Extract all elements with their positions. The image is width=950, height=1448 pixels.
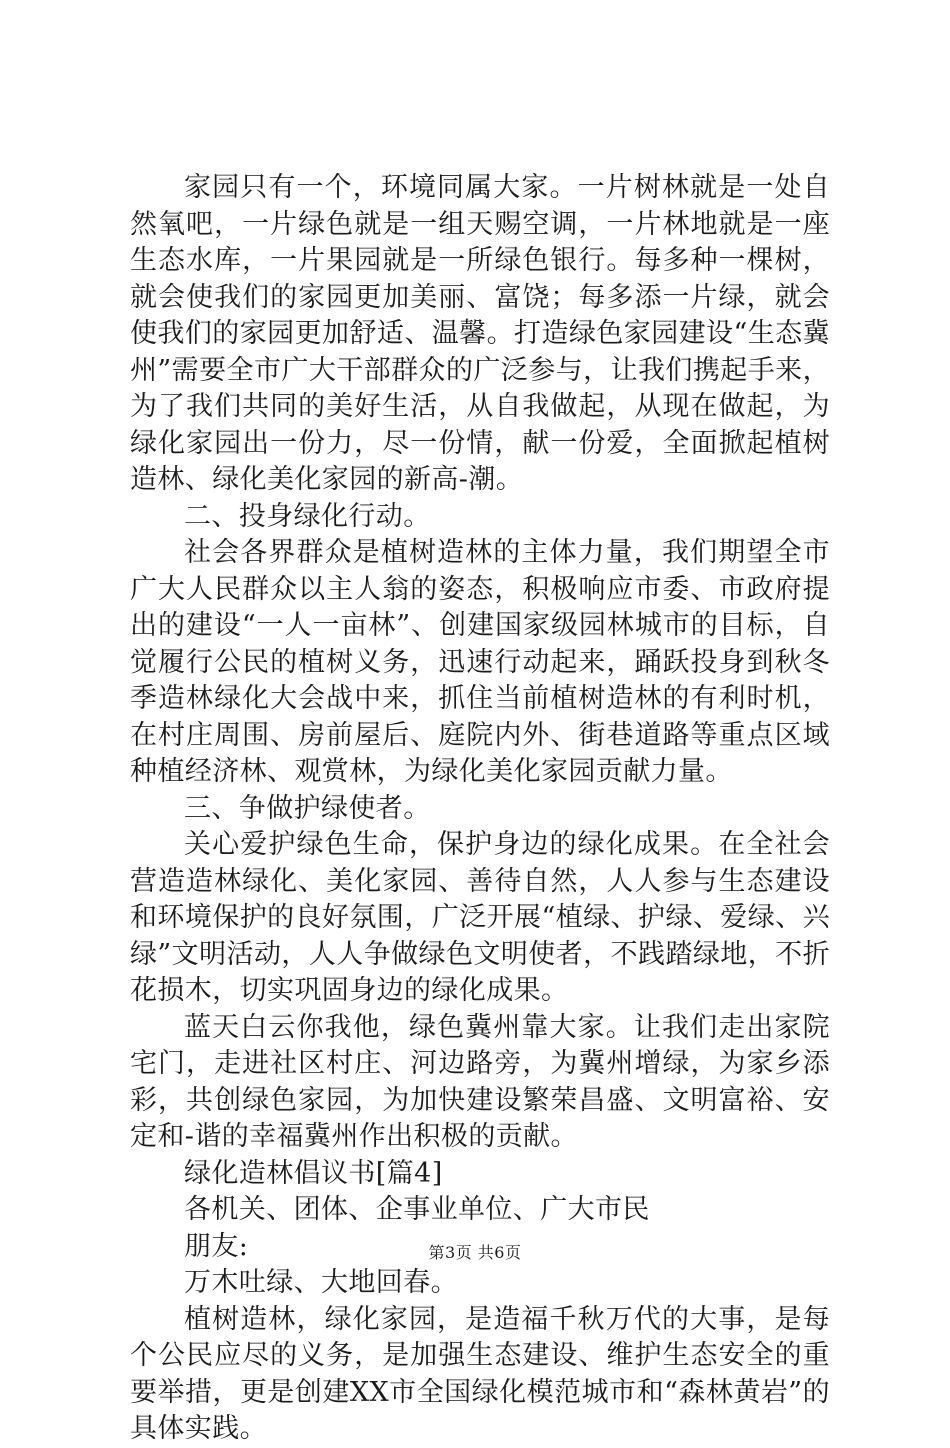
section-heading-2: 二、投身绿化行动。: [184, 500, 431, 532]
salutation-line-2: 朋友:: [184, 1230, 249, 1262]
section-heading-3: 三、争做护绿使者。: [184, 792, 431, 824]
paragraph-section-3: 关心爱护绿色生命，保护身边的绿化成果。在全社会营造造林绿化、美化家园、善待自然，人人参与生态建设和环境保护的良好氛围，广泛开展“植绿、护绿、爱绿、兴绿”文明活动，人人争做绿色文明使者，不践踏绿地，不折花损木，切实巩固身边的绿化成果。: [130, 829, 830, 1006]
article-title: 绿化造林倡议书[篇4]: [184, 1157, 443, 1189]
paragraph-body: 植树造林，绿化家园，是造福千秋万代的大事，是每个公民应尽的义务，是加强生态建设、维护生态安全的重要举措，更是创建XX市全国绿化模范城市和“森林黄岩”的具体实践。: [130, 1303, 830, 1444]
page-number-footer: 第3页 共6页: [428, 1243, 522, 1262]
paragraph-section-2: 社会各界群众是植树造林的主体力量，我们期望全市广大人民群众以主人翁的姿态，积极响应市委、市政府提出的建设“一人一亩林”、创建国家级园林城市的目标，自觉履行公民的植树义务，迅速行动起来，踊跃投身到秋冬季造林绿化大会战中来，抓住当前植树造林的有利时机，在村庄周围、房前屋后、庭院内外、街巷道路等重点区域种植经济林、观赏林，为绿化美化家园贡献力量。: [130, 537, 830, 787]
salutation-line-1: 各机关、团体、企事业单位、广大市民: [184, 1194, 650, 1225]
paragraph-closing: 蓝天白云你我他，绿色冀州靠大家。让我们走出家院宅门，走进社区村庄、河边路旁，为冀州增绿，为家乡添彩，共创绿色家园，为加快建设繁荣昌盛、文明富裕、安定和-谐的幸福冀州作出积极的贡献。: [130, 1011, 830, 1152]
paragraph-intro: 家园只有一个，环境同属大家。一片树林就是一处自然氧吧，一片绿色就是一组天赐空调，一片林地就是一座生态水库，一片果园就是一所绿色银行。每多种一棵树，就会使我们的家园更加美丽、富饶；每多添一片绿，就会使我们的家园更加舒适、温馨。打造绿色家园建设“生态冀州”需要全市广大干部群众的广泛参与，让我们携起手来，为了我们共同的美好生活，从自我做起，从现在做起，为绿化家园出一份力，尽一份情，献一份爱，全面掀起植树造林、绿化美化家园的新高-潮。: [130, 172, 830, 495]
paragraph-opening: 万木吐绿、大地回春。: [184, 1267, 458, 1298]
